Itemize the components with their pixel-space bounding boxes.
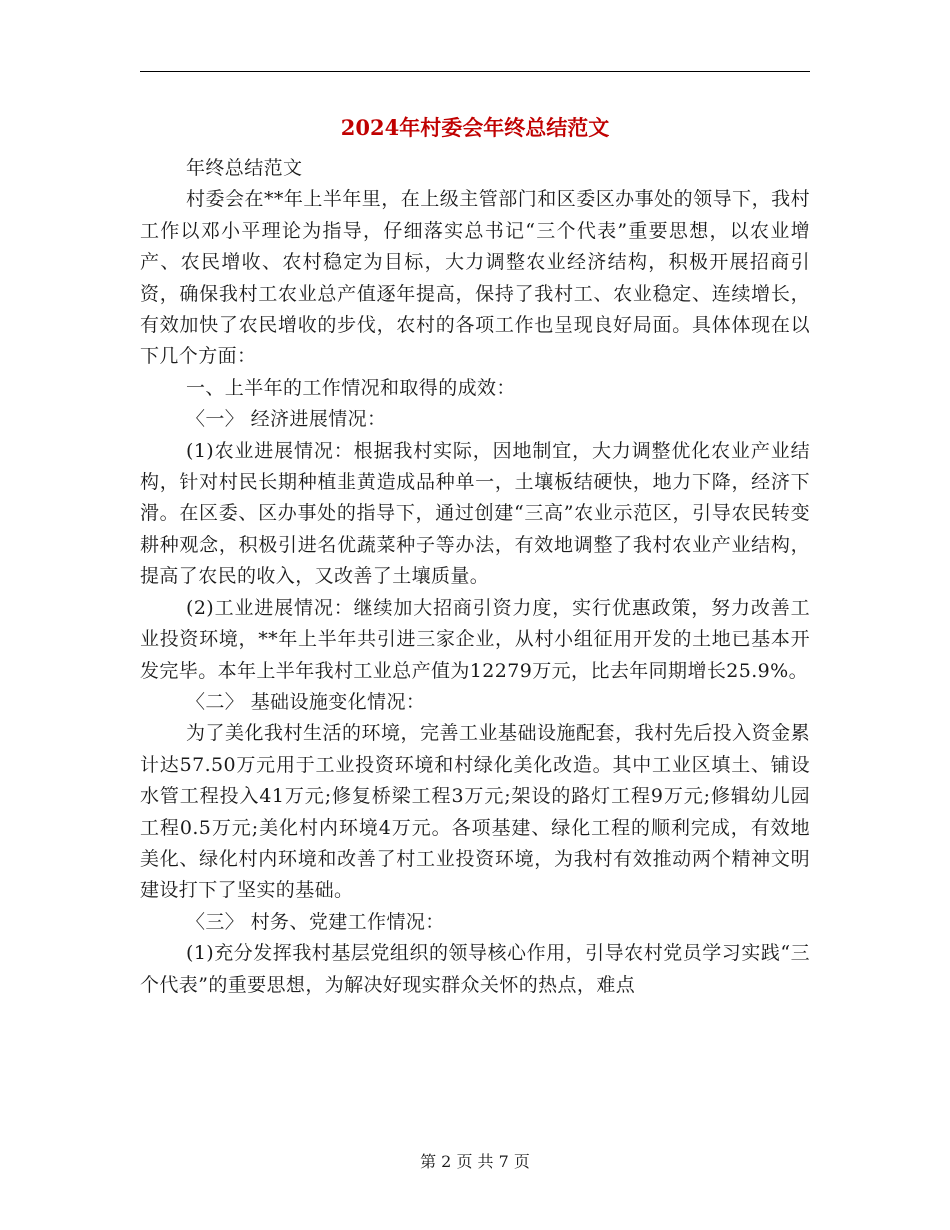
subsection-heading-economy: 〈一〉 经济进展情况： (186, 408, 387, 431)
page-number-footer: 第 2 页 共 7 页 (420, 1152, 530, 1171)
document-body (140, 153, 810, 1001)
document-title: 2024年村委会年终总结范文 (340, 115, 610, 140)
section-heading-1: 一、上半年的工作情况和取得的成效： (186, 376, 516, 399)
paragraph-industry: (2)工业进展情况：继续加大招商引资力度，实行优惠政策，努力改善工业投资环境，**年上半年共引进三家企业，从村小组征用开发的土地已基本开发完毕。本年上半年我村工业总产值为12279万元，比去年同期增长25.9%。 (140, 596, 810, 682)
paragraph-subtitle: 年终总结范文 (186, 157, 303, 179)
paragraph-intro: 村委会在**年上半年里，在上级主管部门和区委区办事处的领导下，我村工作以邓小平理论为指导，仔细落实总书记“三个代表”重要思想，以农业增产、农民增收、农村稳定为目标，大力调整农业经济结构，积极开展招商引资，确保我村工农业总产值逐年提高，保持了我村工、农业稳定、连续增长，有效加快了农民增收的步伐，农村的各项工作也呈现良好局面。具体体现在以下几个方面： (140, 188, 810, 368)
header-rule (140, 71, 810, 72)
subsection-heading-party-affairs: 〈三〉 村务、党建工作情况： (186, 910, 445, 933)
paragraph-infrastructure: 为了美化我村生活的环境，完善工业基础设施配套，我村先后投入资金累计达57.50万元用于工业投资环境和村绿化美化改造。其中工业区填土、铺设水管工程投入41万元;修复桥梁工程3万元;架设的路灯工程9万元;修辑幼儿园工程0.5万元;美化村内环境4万元。各项基建、绿化工程的顺利完成，有效地美化、绿化村内环境和改善了村工业投资环境，为我村有效推动两个精神文明建设打下了坚实的基础。 (140, 722, 810, 902)
paragraph-party-building: (1)充分发挥我村基层党组织的领导核心作用，引导农村党员学习实践“三个代表”的重要思想，为解决好现实群众关怀的热点，难点 (140, 942, 810, 996)
subsection-heading-infrastructure: 〈二〉 基础设施变化情况： (186, 690, 426, 713)
paragraph-agriculture: (1)农业进展情况：根据我村实际，因地制宜，大力调整优化农业产业结构，针对村民长期种植韭黄造成品种单一，土壤板结硬快，地力下降，经济下滑。在区委、区办事处的指导下，通过创建“三高”农业示范区，引导农民转变耕种观念，积极引进名优蔬菜种子等办法，有效地调整了我村农业产业结构，提高了农民的收入，又改善了土壤质量。 (140, 439, 810, 588)
